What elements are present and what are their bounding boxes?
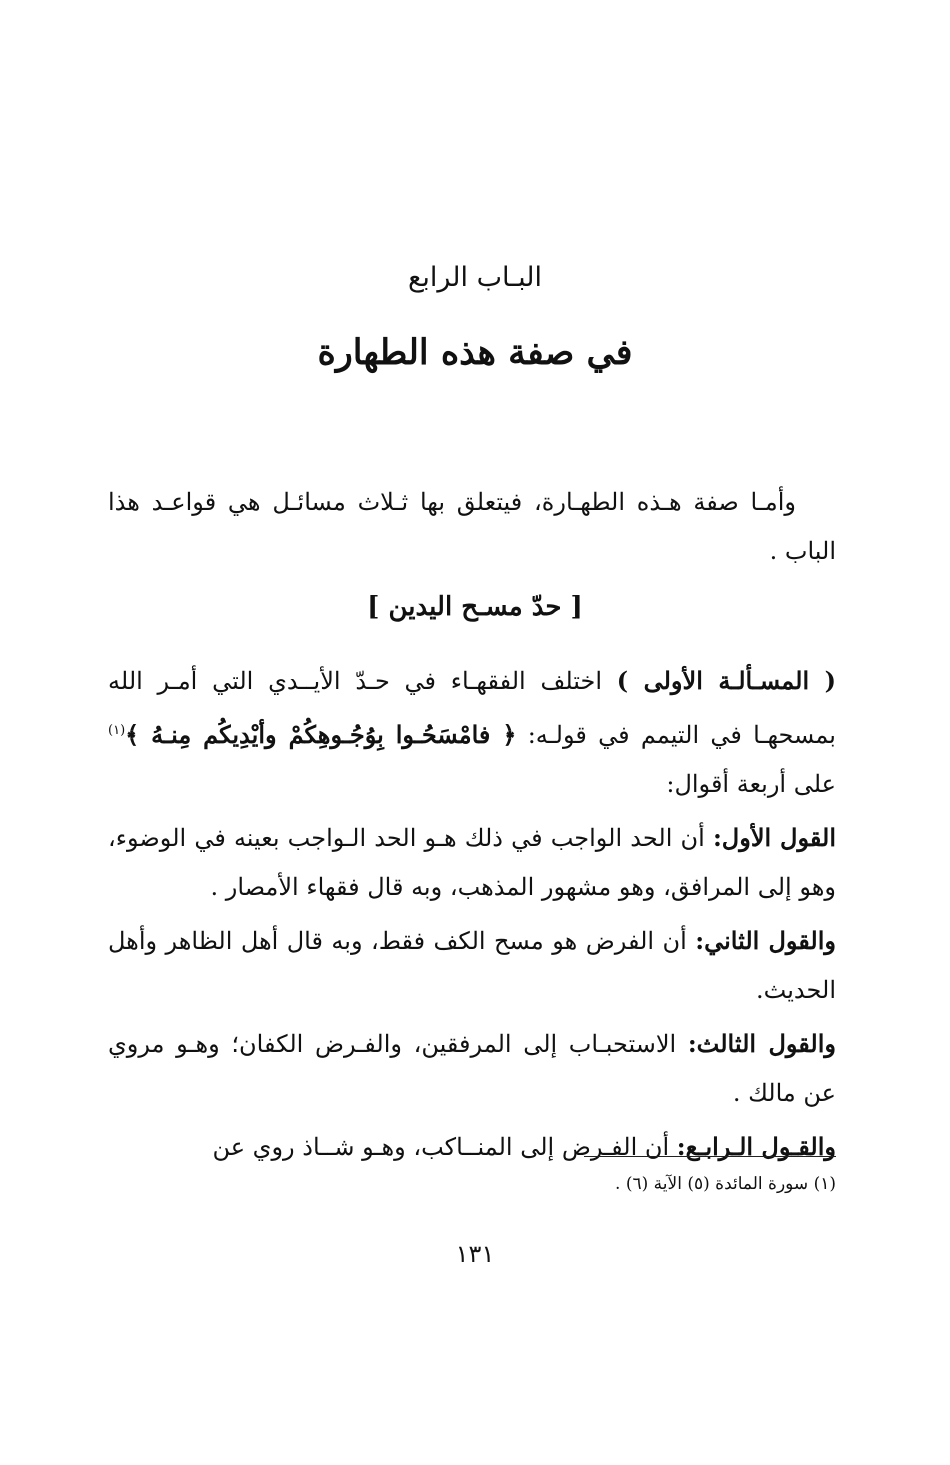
intro-text: وأمـا صفة هـذه الطهـارة، فيتعلق بها ثـلاث مسائـل هي قواعـد هذا الباب . (108, 488, 836, 565)
page-number: ١٣١ (455, 1240, 495, 1268)
quran-verse: ﴿ فامْسَحُـوا بِوُجُـوهِكُمْ وأيْدِيكُم مِنـهُ ﴾ (125, 720, 517, 749)
saying-paragraph (108, 1019, 836, 1118)
section-heading: [ حدّ مسـح اليدين ] (367, 592, 583, 622)
saying-text: الاستحبـاب إلى المرفقين، والفـرض الكفان؛ وهـو مروي عن مالك . (108, 1030, 836, 1107)
saying-text: أن الفرض هو مسح الكف فقط، وبه قال أهل الظاهر وأهل الحديث. (108, 927, 836, 1004)
issue-paragraph (108, 656, 836, 809)
saying-paragraph (108, 813, 836, 912)
saying-label: والقول الثالث: (687, 1029, 836, 1058)
footnote: (١) سورة المائدة (٥) الآية (٦) . (615, 1174, 836, 1194)
saying-label: القول الأول: (712, 823, 836, 852)
saying-text: أن الحد الواجب في ذلك هـو الحد الـواجب بعينه في الوضوء، وهو إلى المرافق، وهو مشهور المذهب، وبه قال فقهاء الأمصار . (108, 824, 836, 901)
issue-block (108, 656, 836, 1176)
saying-paragraph (108, 916, 836, 1015)
saying-label: والقـول الـرابـع: (676, 1132, 836, 1161)
footnote-divider (584, 1156, 836, 1157)
saying-paragraph (108, 1122, 836, 1172)
saying-text: أن الفـرض إلى المنــاكب، وهـو شــاذ روي عن (212, 1133, 677, 1161)
chapter-label: البـاب الرابع (407, 262, 543, 293)
chapter-title: في صفة هذه الطهارة (317, 332, 633, 373)
issue-lead: ( المسـألـة الأولى ) (616, 666, 836, 695)
issue-text-2: على أربعة أقوال: (666, 770, 836, 798)
issue-text-1: اختلف الفقهـاء في حـدّ الأيــدي التي أمـر الله بمسحهـا في التيمم في قولـه: (108, 667, 836, 749)
footnote-reference: (١) (108, 723, 126, 738)
intro-paragraph (108, 478, 836, 576)
saying-label: والقول الثاني: (695, 926, 836, 955)
